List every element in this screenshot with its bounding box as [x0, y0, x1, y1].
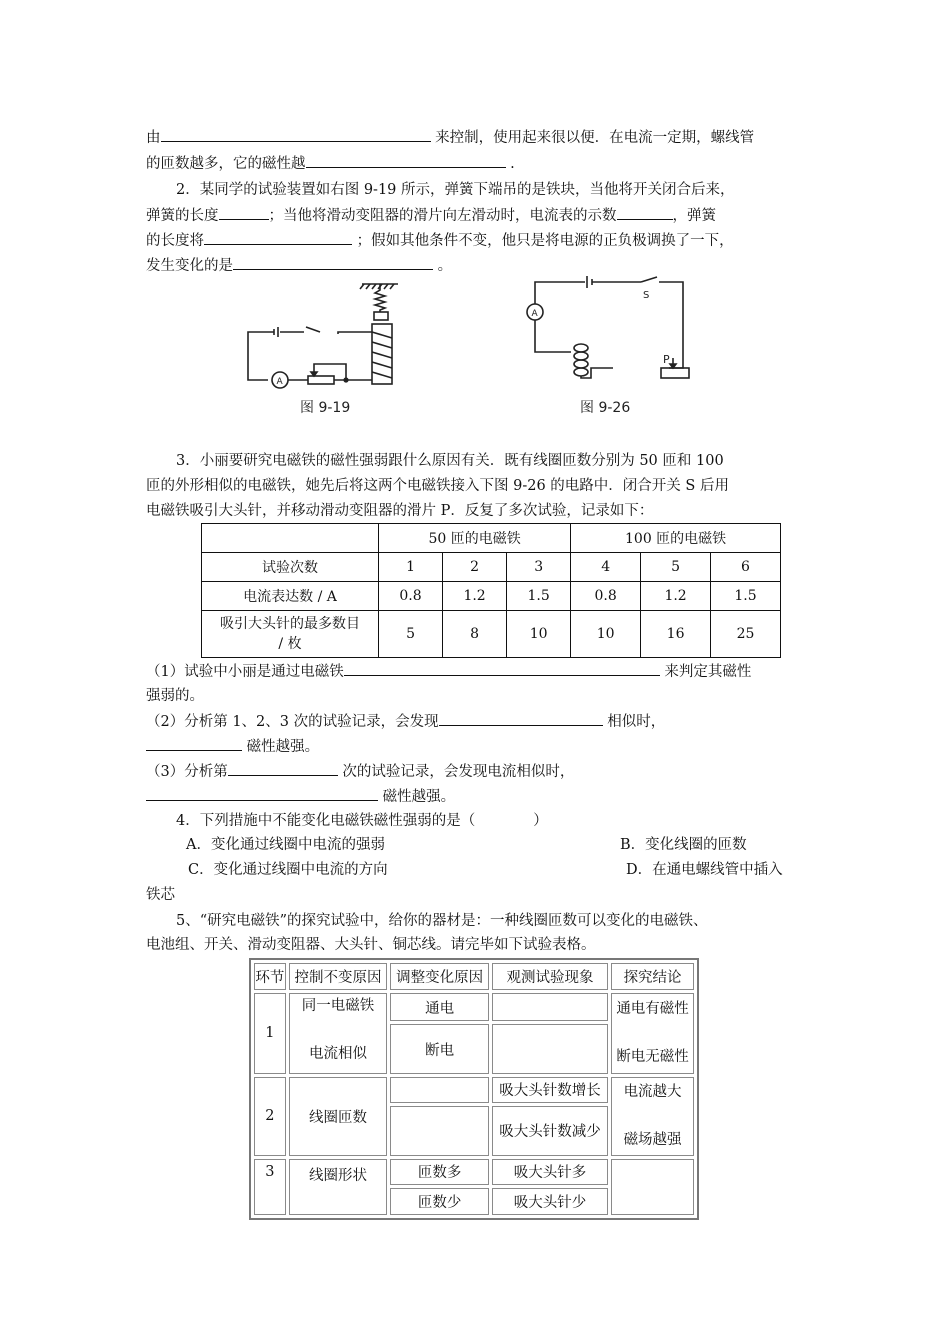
cell: 1.2	[641, 582, 711, 611]
text: 通电有磁性	[616, 1001, 689, 1018]
observation-cell[interactable]	[492, 993, 608, 1022]
cell: 8	[443, 611, 507, 658]
q3-sub2-cont	[146, 736, 319, 757]
q3-line-2: 匝的外形相似的电磁铁，她先后将这两个电磁铁接入下图 9-26 的电路中．闭合开关 S 后用	[146, 478, 729, 494]
observation-cell: 吸大头针数增长	[492, 1077, 608, 1104]
answer-blank[interactable]	[228, 761, 338, 776]
q4-option-b[interactable]: B．变化线圈的匝数	[620, 837, 747, 853]
control-cell: 线圈匝数	[289, 1077, 388, 1156]
text: ；当他将滑动变阻器的滑片向左滑动时，电流表的示数	[268, 208, 617, 224]
text: 断电无磁性	[616, 1049, 689, 1066]
answer-blank[interactable]	[344, 661, 660, 676]
q5-line-2: 电池组、开关、滑动变阻器、大头针、铜芯线。请完毕如下试验表格。	[146, 937, 596, 953]
text: 相似时，	[607, 714, 666, 730]
text: 的长度将	[146, 233, 204, 249]
q3-sub3-cont	[146, 786, 455, 807]
change-cell: 匝数多	[390, 1159, 489, 1186]
cell: 16	[641, 611, 711, 658]
header-cell: 调整变化原因	[390, 963, 489, 990]
text: 磁性越强。	[246, 739, 320, 755]
change-cell: 断电	[390, 1024, 489, 1073]
q3-sub3	[146, 761, 574, 782]
text: ，弹簧	[672, 208, 716, 224]
answer-blank[interactable]	[233, 255, 433, 270]
figure-caption-9-26: 图 9-26	[580, 400, 631, 416]
para-line-1	[146, 127, 754, 148]
text: 磁性越强。	[382, 789, 456, 805]
ammeter-label: A	[531, 309, 538, 319]
answer-blank[interactable]	[306, 153, 506, 168]
cell: 1.5	[507, 582, 571, 611]
step-cell: 2	[254, 1077, 286, 1156]
cell: 1.5	[711, 582, 781, 611]
change-cell[interactable]	[390, 1106, 489, 1155]
group-header-50: 50 匝的电磁铁	[379, 524, 571, 553]
cell: 2	[443, 553, 507, 582]
group-header-100: 100 匝的电磁铁	[571, 524, 781, 553]
change-cell: 通电	[390, 993, 489, 1022]
q5-line-1: 5、“研究电磁铁”的探究试验中，给你的器材是：一种线圈匝数可以变化的电磁铁、	[176, 913, 708, 929]
cell: 25	[711, 611, 781, 658]
text: 发生变化的是	[146, 258, 233, 274]
text: 。	[437, 258, 453, 274]
cell: 1.2	[443, 582, 507, 611]
cell: 5	[641, 553, 711, 582]
answer-blank[interactable]	[204, 230, 352, 245]
q3-sub1	[146, 661, 751, 682]
text: / 枚	[278, 636, 302, 652]
q3-sub2	[146, 711, 665, 732]
text: 次的试验记录，会发现电流相似时，	[342, 764, 575, 780]
q3-line-1: 3．小丽要研究电磁铁的磁性强弱跟什么原因有关．既有线圈匝数分别为 50 匝和 100	[176, 453, 724, 469]
text: 电流越大	[623, 1084, 682, 1101]
q2-line-2	[146, 205, 716, 226]
observation-cell: 吸大头针多	[492, 1159, 608, 1186]
conclusion-cell	[611, 1077, 694, 1156]
answer-blank[interactable]	[617, 205, 673, 220]
experiment-plan-table	[249, 958, 699, 1220]
header-cell: 探究结论	[611, 963, 694, 990]
cell: 4	[571, 553, 641, 582]
q4-option-c[interactable]: C．变化通过线圈中电流的方向	[188, 862, 388, 878]
header-cell: 环节	[254, 963, 286, 990]
q4-stem: 4．下列措施中不能变化电磁铁磁性强弱的是（ ）	[176, 813, 548, 829]
text: 弹簧的长度	[146, 208, 219, 224]
observation-cell: 吸大头针少	[492, 1188, 608, 1215]
q3-sub1-cont: 强弱的。	[146, 688, 204, 704]
figure-caption-9-19: 图 9-19	[300, 400, 351, 416]
text: 的匝数越多，它的磁性越	[146, 156, 306, 172]
para-line-2	[146, 153, 515, 174]
answer-blank[interactable]	[146, 736, 242, 751]
experiment-data-table	[201, 523, 781, 658]
answer-blank[interactable]	[161, 127, 431, 142]
conclusion-cell[interactable]	[611, 1159, 694, 1215]
text: 吸引大头针的最多数目	[220, 616, 360, 632]
slider-label: P	[663, 353, 670, 366]
control-cell: 线圈形状	[289, 1159, 388, 1215]
cell: 0.8	[571, 582, 641, 611]
q2-line-1: 2．某同学的试验装置如右图 9-19 所示，弹簧下端吊的是铁块，当他将开关闭合后来，	[176, 182, 735, 198]
cell: 6	[711, 553, 781, 582]
text: （3）分析第	[146, 764, 228, 780]
cell: 5	[379, 611, 443, 658]
change-cell[interactable]	[390, 1077, 489, 1104]
cell: 10	[571, 611, 641, 658]
row-label	[202, 611, 379, 658]
text: （1）试验中小丽是通过电磁铁	[146, 664, 344, 680]
row-label: 电流表达数 / A	[202, 582, 379, 611]
answer-blank[interactable]	[439, 711, 603, 726]
text: （2）分析第 1、2、3 次的试验记录，会发现	[146, 714, 439, 730]
text: 由	[146, 130, 161, 146]
cell: 1	[379, 553, 443, 582]
answer-blank[interactable]	[219, 205, 269, 220]
cell: 0.8	[379, 582, 443, 611]
figure-9-26-circuit	[525, 272, 695, 386]
text: 同一电磁铁	[301, 997, 375, 1014]
q4-option-d[interactable]: D．在通电螺线管中插入	[626, 862, 783, 878]
text: 电流相似	[309, 1045, 368, 1062]
observation-cell: 吸大头针数减少	[492, 1106, 608, 1155]
conclusion-cell	[611, 993, 694, 1074]
switch-label: S	[643, 290, 650, 301]
cell: 3	[507, 553, 571, 582]
ammeter-label: A	[276, 377, 283, 387]
step-cell: 3	[254, 1159, 286, 1215]
text: ；假如其他条件不变，他只是将电源的正负极调换了一下，	[356, 233, 734, 249]
q4-option-d-cont: 铁芯	[146, 887, 175, 903]
observation-cell[interactable]	[492, 1024, 608, 1073]
text: 来判定其磁性	[664, 664, 752, 680]
text: 磁场越强	[623, 1132, 682, 1149]
empty-cell	[202, 524, 379, 553]
row-label: 试验次数	[202, 553, 379, 582]
q4-option-a[interactable]: A．变化通过线圈中电流的强弱	[186, 837, 385, 853]
cell: 10	[507, 611, 571, 658]
text: .	[510, 156, 515, 172]
change-cell: 匝数少	[390, 1188, 489, 1215]
step-cell: 1	[254, 993, 286, 1074]
figure-9-19-circuit	[238, 282, 418, 392]
header-cell: 观测试验现象	[492, 963, 608, 990]
answer-blank[interactable]	[146, 786, 378, 801]
q3-line-3: 电磁铁吸引大头针，并移动滑动变阻器的滑片 P．反复了多次试验，记录如下：	[146, 503, 654, 519]
header-cell: 控制不变原因	[289, 963, 388, 990]
control-cell	[289, 993, 388, 1074]
text: 来控制，使用起来很以便．在电流一定期，螺线管	[435, 130, 755, 146]
q2-line-4	[146, 255, 452, 276]
q2-line-3	[146, 230, 734, 251]
